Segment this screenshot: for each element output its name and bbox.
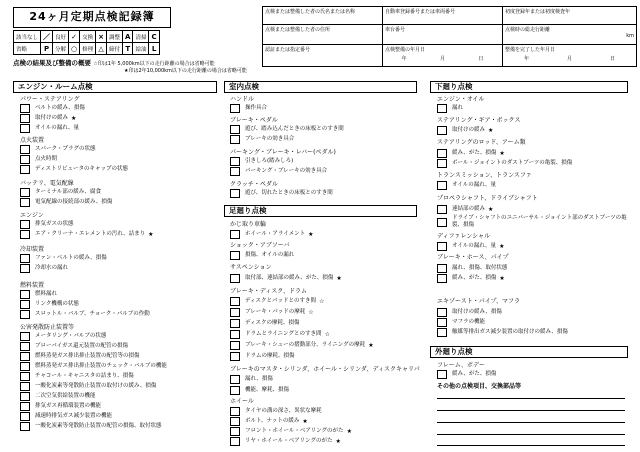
check-item[interactable] — [20, 155, 57, 164]
result-note-2: ★印は2年10,000km以下の走行距離の場合は省略可能 — [124, 68, 247, 74]
item-label: 燃料蒸発ガス排出抑止装置のチェック・バルブの機能 — [35, 363, 167, 369]
item-label: 漏れ — [452, 105, 464, 111]
legend-symbol: ○ — [69, 43, 80, 55]
check-item[interactable] — [230, 125, 344, 134]
star-icon: ★ — [368, 342, 374, 349]
item-label: ディスクの摩耗、損傷 — [245, 320, 300, 326]
checkbox[interactable] — [230, 375, 240, 384]
info-table — [262, 6, 637, 67]
check-item[interactable] — [437, 159, 572, 168]
item-label: スパーク・プラグの状態 — [35, 146, 96, 152]
check-item[interactable] — [230, 407, 322, 416]
check-item[interactable] — [20, 310, 150, 319]
legend-symbol: C — [149, 31, 159, 43]
item-label: 遊び、切れたときの床板とのすき間 — [245, 190, 333, 196]
star-icon: ★ — [488, 206, 494, 213]
check-item[interactable] — [20, 254, 107, 263]
writing-line[interactable] — [437, 422, 625, 423]
checkbox[interactable] — [20, 124, 30, 133]
checkbox[interactable] — [20, 382, 30, 391]
item-label: フロント・ホイール・ベアリングのがた — [245, 428, 344, 434]
checkbox[interactable] — [20, 310, 30, 319]
star-icon: ☆ — [324, 331, 330, 338]
item-label: 減速時排気ガス減少装置の機能 — [35, 413, 113, 419]
writing-line[interactable] — [437, 410, 625, 411]
item-label: 損傷、オイルの漏れ — [245, 252, 295, 258]
checkbox[interactable] — [437, 181, 447, 190]
item-label: パーキング・ブレーキの効き具合 — [245, 168, 328, 174]
checkbox[interactable] — [437, 318, 447, 327]
checkbox[interactable] — [230, 386, 240, 395]
item-label: ドライブ・シャフトのユニバーサル・ジョイント部のダストブーツの亀裂、損傷 — [452, 215, 627, 228]
checkbox[interactable] — [230, 104, 240, 113]
item-label: 排気ガス再循環装置の機能 — [35, 403, 102, 409]
checkbox[interactable] — [437, 308, 447, 317]
item-label: ボール・ジョイントのダストブーツの亀裂、損傷 — [452, 160, 573, 166]
legend-symbol: ／ — [41, 31, 53, 43]
legend-label: 交換 — [80, 31, 96, 43]
check-item[interactable] — [437, 104, 463, 113]
check-item[interactable] — [20, 230, 154, 239]
item-label: 電気配線の接続部の緩み、損傷 — [35, 199, 113, 205]
item-label: 操作具合 — [245, 105, 268, 111]
group-exhaust: エキゾースト・パイプ、マフラ — [437, 298, 521, 305]
star-icon: ★ — [302, 418, 308, 425]
checkbox[interactable] — [437, 264, 447, 273]
star-icon: ★ — [346, 428, 352, 435]
section-chassis: 足廻り点検 — [224, 205, 417, 217]
item-label: オイルの漏れ、量 — [452, 243, 497, 249]
star-icon: ★ — [499, 275, 505, 282]
group-engine: エンジン — [20, 212, 44, 219]
check-item[interactable] — [230, 157, 293, 166]
checkbox[interactable] — [437, 104, 447, 113]
item-label: 冷却水の漏れ — [35, 265, 69, 271]
group-transmission: トランスミッション、トランスファ — [437, 172, 532, 179]
checkbox[interactable] — [437, 274, 447, 283]
odometer-label: 点検時の総走行距離 — [505, 27, 551, 33]
legend-symbol: T — [123, 43, 133, 55]
item-label: ドラムの摩耗、損傷 — [245, 353, 295, 359]
checkbox[interactable] — [20, 114, 30, 123]
legend-label: 修理 — [80, 43, 96, 55]
check-item[interactable] — [20, 124, 79, 133]
star-icon: ★ — [499, 150, 505, 157]
star-icon: ☆ — [308, 309, 314, 316]
checkbox[interactable] — [230, 157, 240, 166]
group-other-items: その他の点検項目、交換部品等 — [437, 383, 522, 390]
checkbox[interactable] — [20, 300, 30, 309]
item-label: オイルの漏れ、量 — [35, 125, 80, 131]
month-label: 月 — [566, 56, 572, 62]
section-cabin: 室内点検 — [224, 81, 417, 93]
item-label: 連結部の緩み — [452, 206, 486, 212]
item-label: メータリング・バルブの状態 — [35, 333, 107, 339]
item-label: 緩み、がた、損傷 — [452, 275, 497, 281]
result-note-2-wrap — [124, 66, 247, 74]
group-power-steering: パワー・ステアリング — [20, 96, 80, 103]
item-label: 点火時期 — [35, 156, 58, 162]
item-label: ホイール・アライメント — [245, 231, 306, 237]
item-label: 取付けの緩み — [35, 115, 69, 121]
group-handle: ハンドル — [230, 96, 255, 103]
check-item[interactable] — [20, 188, 101, 197]
check-item[interactable] — [230, 308, 314, 317]
legend-symbol: ✓ — [69, 31, 80, 43]
check-item[interactable] — [20, 402, 101, 411]
item-label: スロットル・バルブ、チョーク・バルブの作動 — [35, 311, 150, 317]
star-icon: ☆ — [319, 298, 325, 305]
checkbox[interactable] — [20, 342, 30, 351]
checkbox[interactable] — [437, 218, 447, 227]
done-date-label: 整備を完了した年月日 — [505, 47, 556, 53]
group-brake-disc-drum: ブレーキ・ディスク、ドラム — [230, 288, 307, 295]
checkbox[interactable] — [230, 230, 240, 239]
group-pollution: 公害発散防止装置等 — [20, 324, 75, 331]
item-label: 取付部、連結部の緩み、がた、損傷 — [245, 275, 334, 281]
checkbox[interactable] — [20, 352, 30, 361]
item-label: 遊び、踏み込んだときの床板とのすき間 — [245, 126, 344, 132]
star-icon: ★ — [336, 275, 342, 282]
checkbox[interactable] — [230, 189, 240, 198]
check-item[interactable] — [20, 300, 79, 309]
check-item[interactable] — [437, 264, 507, 273]
group-ignition: 点火装置 — [20, 137, 45, 144]
section-exterior: 外廻り点検 — [430, 346, 628, 358]
item-label: ディスクとパッドとのすき間 — [245, 298, 317, 304]
checkbox[interactable] — [20, 155, 30, 164]
item-label: リンク機構の状態 — [35, 301, 79, 307]
check-item[interactable] — [437, 370, 496, 379]
inspect-date-label: 点検整備の年月日 — [385, 47, 426, 53]
item-label: ファン・ベルトの緩み、損傷 — [35, 255, 107, 261]
star-icon: ★ — [488, 127, 494, 134]
item-label: 二次空気供給装置の機能 — [35, 393, 96, 399]
group-battery: バッテリ、電気配線 — [20, 180, 74, 187]
item-label: ブレーキの効き具合 — [245, 136, 295, 142]
item-label: 一酸化炭素等発散防止装置の取付けの緩み、損傷 — [35, 383, 157, 389]
checkbox[interactable] — [20, 230, 30, 239]
checkbox[interactable] — [230, 297, 240, 306]
star-icon: ★ — [308, 231, 314, 238]
star-icon: ★ — [148, 231, 154, 238]
legend-symbol: △ — [96, 43, 107, 55]
chassis-cell[interactable]: 車台番号 — [383, 25, 503, 45]
group-brake-pedal: ブレーキ・ペダル — [230, 117, 278, 124]
legend-symbol: P — [41, 43, 53, 55]
check-item[interactable] — [230, 319, 300, 328]
checkbox[interactable] — [230, 407, 240, 416]
legend-label: 締付 — [107, 43, 123, 55]
checkbox[interactable] — [230, 274, 240, 283]
checkbox[interactable] — [20, 264, 30, 273]
check-item[interactable] — [437, 126, 493, 135]
legend-label: 省略 — [14, 43, 41, 55]
item-label: ブレーキ・パッドの摩耗 — [245, 309, 306, 315]
group-steering-gearbox: ステアリング・ギア・ボックス — [437, 117, 521, 124]
item-label: タイヤの溝の深さ、異状な摩耗 — [245, 408, 322, 414]
writing-line[interactable] — [437, 434, 625, 435]
star-icon: ★ — [335, 438, 341, 445]
checkbox[interactable] — [20, 372, 30, 381]
section-engine-room: エンジン・ルーム点検 — [13, 81, 217, 93]
checkbox[interactable] — [230, 341, 240, 350]
check-item[interactable] — [230, 330, 330, 339]
check-item[interactable] — [230, 437, 341, 446]
result-label: 点検の結果及び整備の概要 — [13, 59, 91, 67]
legend-symbol: L — [149, 43, 159, 55]
check-item[interactable] — [230, 274, 342, 283]
legend-row — [14, 31, 160, 43]
group-frame-body: フレーム、ボデー — [437, 362, 485, 369]
checkbox[interactable] — [230, 437, 240, 446]
checkbox[interactable] — [230, 167, 240, 176]
legend-label: 給油 — [133, 43, 149, 55]
item-label: 取付けの緩み — [452, 127, 486, 133]
first-reg-cell[interactable]: 初度登録年または初度検査年 — [503, 7, 637, 25]
item-label: 機能、摩耗、損傷 — [245, 387, 290, 393]
odometer-unit: km — [626, 33, 634, 39]
item-label: チャコール・キャニスタの詰まり、損傷 — [35, 373, 134, 379]
checkbox[interactable] — [20, 422, 30, 431]
item-label: 漏れ、損傷 — [245, 376, 273, 382]
item-label: 燃料蒸発ガス排出抑止装置の配管等の損傷 — [35, 353, 140, 359]
legend-table — [13, 30, 160, 55]
check-item[interactable] — [20, 114, 76, 123]
check-item[interactable] — [437, 318, 485, 327]
group-steer-wheels: かじ取り車輪 — [230, 221, 267, 228]
legend-label: 清掃 — [133, 31, 149, 43]
checkbox[interactable] — [230, 251, 240, 260]
odometer-cell[interactable] — [503, 25, 637, 45]
group-fuel: 燃料装置 — [20, 282, 45, 289]
check-item[interactable] — [437, 274, 505, 283]
check-item[interactable] — [20, 145, 96, 154]
star-icon: ★ — [71, 115, 77, 122]
check-item[interactable] — [230, 386, 289, 395]
check-item[interactable] — [230, 341, 374, 350]
checkbox[interactable] — [230, 417, 240, 426]
check-item[interactable] — [20, 290, 57, 299]
item-label: ベルトの緩み、損傷 — [35, 105, 85, 111]
group-engine-oil: エンジン・オイル — [437, 96, 485, 103]
check-item[interactable] — [230, 135, 294, 144]
checkbox[interactable] — [230, 135, 240, 144]
check-item[interactable] — [20, 372, 134, 381]
month-label: 月 — [439, 56, 445, 62]
checkbox[interactable] — [437, 126, 447, 135]
check-item[interactable] — [230, 375, 273, 384]
item-label: ドラムとライニングとのすき間 — [245, 331, 322, 337]
item-label: 燃料漏れ — [35, 291, 58, 297]
year-label: 年 — [401, 56, 407, 62]
group-parking-brake: パーキング・ブレーキ・レバー(ペダル) — [230, 149, 336, 156]
legend-label: 該当なし — [14, 31, 41, 43]
check-item[interactable] — [437, 149, 505, 158]
checkbox[interactable] — [20, 165, 30, 174]
check-item[interactable] — [230, 189, 333, 198]
check-item[interactable] — [230, 427, 352, 436]
check-item[interactable] — [20, 382, 156, 391]
item-label: 漏れ、損傷、取付状態 — [452, 265, 508, 271]
item-label: 排気ガスの状態 — [35, 221, 74, 227]
check-item[interactable] — [437, 242, 504, 251]
checkbox[interactable] — [20, 104, 30, 113]
item-label: 緩み、がた、損傷 — [452, 150, 497, 156]
item-label: 引きしろ(踏みしろ) — [245, 158, 294, 164]
check-item[interactable] — [20, 264, 68, 273]
group-wheel: ホイール — [230, 398, 254, 405]
check-item[interactable] — [20, 362, 167, 371]
check-item[interactable] — [20, 392, 96, 401]
car-reg-cell[interactable]: 自動車登録番号または車両番号 — [383, 7, 503, 25]
group-clutch-pedal: クラッチ・ペダル — [230, 181, 278, 188]
check-item[interactable] — [230, 167, 327, 176]
checkbox[interactable] — [20, 412, 30, 421]
legend-symbol: × — [96, 31, 107, 43]
star-icon: ★ — [499, 243, 505, 250]
checkbox[interactable] — [20, 402, 30, 411]
item-label: マフラの機能 — [452, 319, 486, 325]
check-item[interactable] — [20, 342, 128, 351]
checkbox[interactable] — [437, 242, 447, 251]
legend-label: 分解 — [53, 43, 69, 55]
group-propeller-shaft: プロペラシャフト、ドライブシャフト — [437, 195, 538, 202]
check-item[interactable] — [20, 104, 85, 113]
check-item[interactable] — [230, 230, 314, 239]
item-label: ボルト、ナットの緩み — [245, 418, 300, 424]
checkbox[interactable] — [20, 392, 30, 401]
result-note-1: ☆印は1年 5,000km以下の走行距離の場合は省略可能 — [93, 61, 215, 67]
check-item[interactable] — [20, 165, 128, 174]
checkbox[interactable] — [20, 362, 30, 371]
check-item[interactable] — [20, 220, 74, 229]
group-suspension: サスペンション — [230, 264, 272, 271]
checkbox[interactable] — [230, 330, 240, 339]
group-differential: ディファレンシャル — [437, 233, 490, 240]
owner-addr-cell[interactable]: 点検または整備した者の住所 — [263, 25, 383, 45]
owner-name-cell[interactable]: 点検または整備した者の氏名または名称 — [263, 7, 383, 25]
check-item[interactable] — [437, 328, 568, 337]
check-item[interactable] — [20, 332, 106, 341]
checkbox[interactable] — [20, 290, 30, 299]
item-label: エア・クリーナ・エレメントの汚れ、詰まり — [35, 231, 146, 237]
checkbox[interactable] — [20, 188, 30, 197]
item-label: ターミナル部の緩み、腐食 — [35, 189, 102, 195]
item-label: リヤ・ホイール・ベアリングのがた — [245, 438, 333, 444]
item-label: 緩み、がた、損傷 — [452, 371, 497, 377]
done-date-cell[interactable] — [503, 45, 637, 67]
legend-label: 良好 — [53, 31, 69, 43]
item-label: ブローバイガス還元装置の配管の損傷 — [35, 343, 129, 349]
check-item[interactable] — [230, 352, 294, 361]
group-shock-absorber: ショック・アブソーバ — [230, 242, 290, 249]
check-item[interactable] — [230, 417, 308, 426]
checkbox[interactable] — [437, 149, 447, 158]
group-brake-master: ブレーキのマスタ・シリンダ、ホイール・シリンダ、ディスクキャリパ — [230, 366, 420, 373]
year-label: 年 — [523, 56, 529, 62]
cert-no-cell[interactable]: 認証または指定番号 — [263, 45, 383, 67]
legend-row — [14, 43, 160, 55]
page-title: 24ヶ月定期点検記録簿 — [13, 7, 171, 28]
checkbox[interactable] — [437, 370, 447, 379]
group-steering-rod: ステアリングのロッド、アーム類 — [437, 139, 526, 146]
writing-line[interactable] — [437, 398, 625, 399]
check-item[interactable] — [20, 422, 162, 431]
check-item[interactable] — [437, 181, 496, 190]
checkbox[interactable] — [437, 159, 447, 168]
group-cooling: 冷却装置 — [20, 246, 45, 253]
checkbox[interactable] — [230, 352, 240, 361]
item-label: ブレーキ・シューの摺動部分、ライニングの摩耗 — [245, 342, 366, 348]
item-label: オイルの漏れ、量 — [452, 182, 497, 188]
check-item[interactable] — [437, 308, 502, 317]
item-label: 一酸化炭素等発散防止装置の配管の損傷、取付状態 — [35, 423, 162, 429]
group-brake-hose: ブレーキ・ホース、パイプ — [437, 254, 509, 261]
checkbox[interactable] — [20, 220, 30, 229]
legend-symbol: A — [123, 31, 133, 43]
section-under-body: 下廻り点検 — [430, 81, 628, 93]
checkbox[interactable] — [230, 427, 240, 436]
item-label: 取付けの緩み、損傷 — [452, 309, 502, 315]
checkbox[interactable] — [20, 254, 30, 263]
check-item[interactable] — [20, 412, 112, 421]
checkbox[interactable] — [20, 145, 30, 154]
checkbox[interactable] — [20, 198, 30, 207]
check-item[interactable] — [230, 104, 267, 113]
check-item[interactable] — [20, 198, 112, 207]
check-item[interactable] — [230, 251, 294, 260]
item-label: ディストリビュータのキャップの状態 — [35, 166, 129, 172]
checkbox[interactable] — [437, 328, 447, 337]
checkbox[interactable] — [20, 332, 30, 341]
inspect-date-cell[interactable] — [383, 45, 503, 67]
day-label: 日 — [478, 56, 484, 62]
check-item[interactable] — [230, 297, 324, 306]
day-label: 日 — [609, 56, 615, 62]
checkbox[interactable] — [230, 319, 240, 328]
checkbox[interactable] — [437, 205, 447, 214]
check-item[interactable] — [437, 205, 493, 214]
check-item[interactable] — [437, 215, 632, 229]
check-item[interactable] — [20, 352, 140, 361]
item-label: 触媒等排出ガス減少装置の取付けの緩み、損傷 — [452, 329, 568, 335]
checkbox[interactable] — [230, 125, 240, 134]
legend-label: 調整 — [107, 31, 123, 43]
checkbox[interactable] — [230, 308, 240, 317]
writing-line[interactable] — [437, 445, 625, 446]
